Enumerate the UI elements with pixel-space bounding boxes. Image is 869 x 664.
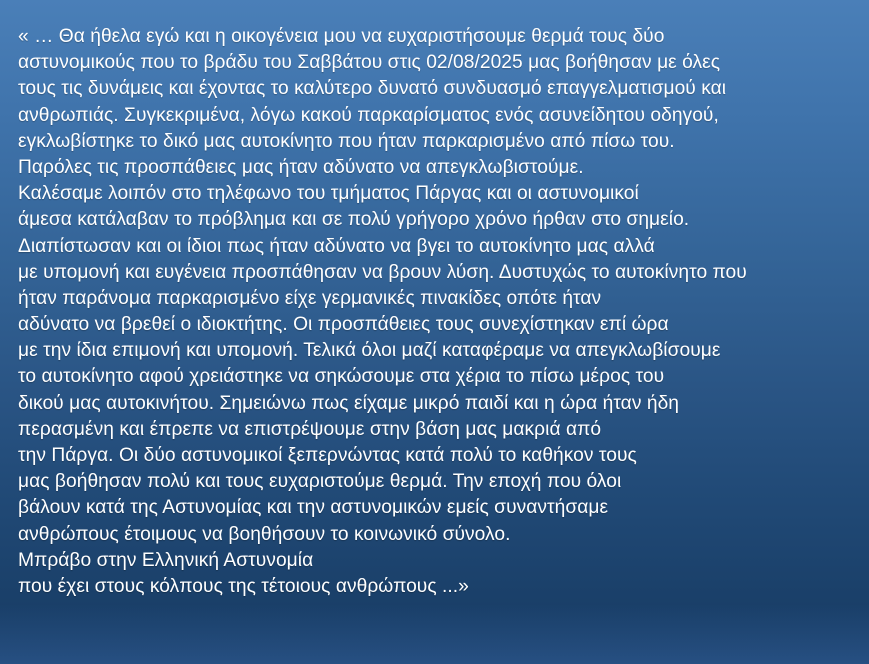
- text-line: ανθρωπιάς. Συγκεκριμένα, λόγω κακού παρκαρίσματος ενός ασυνείδητου οδηγού,: [18, 104, 719, 126]
- testimonial-text: [18, 24, 864, 600]
- text-line: Διαπίστωσαν και οι ίδιοι πως ήταν αδύνατο να βγει το αυτοκίνητο μας αλλά: [18, 235, 655, 257]
- text-line: ανθρώπους έτοιμους να βοηθήσουν το κοινωνικό σύνολο.: [18, 523, 511, 545]
- text-line: δικού μας αυτοκινήτου. Σημειώνω πως είχαμε μικρό παιδί και η ώρα ήταν ήδη: [18, 392, 680, 414]
- text-line: που έχει στους κόλπους της τέτοιους ανθρώπους ...»: [18, 575, 469, 597]
- text-line: « … Θα ήθελα εγώ και η οικογένεια μου να ευχαριστήσουμε θερμά τους δύο: [18, 26, 665, 47]
- text-line: εγκλωβίστηκε το δικό μας αυτοκίνητο που ήταν παρκαρισμένο από πίσω του.: [18, 130, 675, 152]
- text-line: αστυνομικούς που το βράδυ του Σαββάτου στις 02/08/2025 μας βοήθησαν με όλες: [18, 52, 721, 74]
- bottom-glow: [0, 604, 869, 664]
- text-line: με υπομονή και ευγένεια προσπάθησαν να βρουν λύση. Δυστυχώς το αυτοκίνητο που: [18, 261, 747, 283]
- text-line: άμεσα κατάλαβαν το πρόβλημα και σε πολύ γρήγορο χρόνο ήρθαν στο σημείο.: [18, 209, 690, 231]
- text-line: Μπράβο στην Ελληνική Αστυνομία: [18, 549, 314, 571]
- text-line: περασμένη και έπρεπε να επιστρέψουμε στην βάση μας μακριά από: [18, 418, 602, 440]
- text-line: την Πάργα. Οι δύο αστυνομικοί ξεπερνώντας κατά πολύ το καθήκον τους: [18, 445, 637, 466]
- text-line: το αυτοκίνητο αφού χρειάστηκε να σηκώσουμε στα χέρια το πίσω μέρος του: [18, 366, 665, 388]
- text-line: αδύνατο να βρεθεί ο ιδιοκτήτης. Οι προσπάθειες τους συνεχίστηκαν επί ώρα: [18, 314, 669, 336]
- text-line: βάλουν κατά της Αστυνομίας και την αστυνομικών εμείς συναντήσαμε: [18, 497, 609, 519]
- text-line: με την ίδια επιμονή και υπομονή. Τελικά όλοι μαζί καταφέραμε να απεγκλωβίσουμε: [18, 340, 721, 362]
- text-line: μας βοήθησαν πολύ και τους ευχαριστούμε θερμά. Την εποχή που όλοι: [18, 471, 622, 493]
- text-line: Καλέσαμε λοιπόν στο τηλέφωνο του τμήματος Πάργας και οι αστυνομικοί: [18, 183, 639, 205]
- text-line: ήταν παράνομα παρκαρισμένο είχε γερμανικές πινακίδες οπότε ήταν: [18, 287, 602, 309]
- text-line: Παρόλες τις προσπάθειες μας ήταν αδύνατο να απεγκλωβιστούμε.: [18, 156, 584, 178]
- text-line: τους τις δυνάμεις και έχοντας το καλύτερο δυνατό συνδυασμό επαγγελματισμού και: [18, 78, 727, 100]
